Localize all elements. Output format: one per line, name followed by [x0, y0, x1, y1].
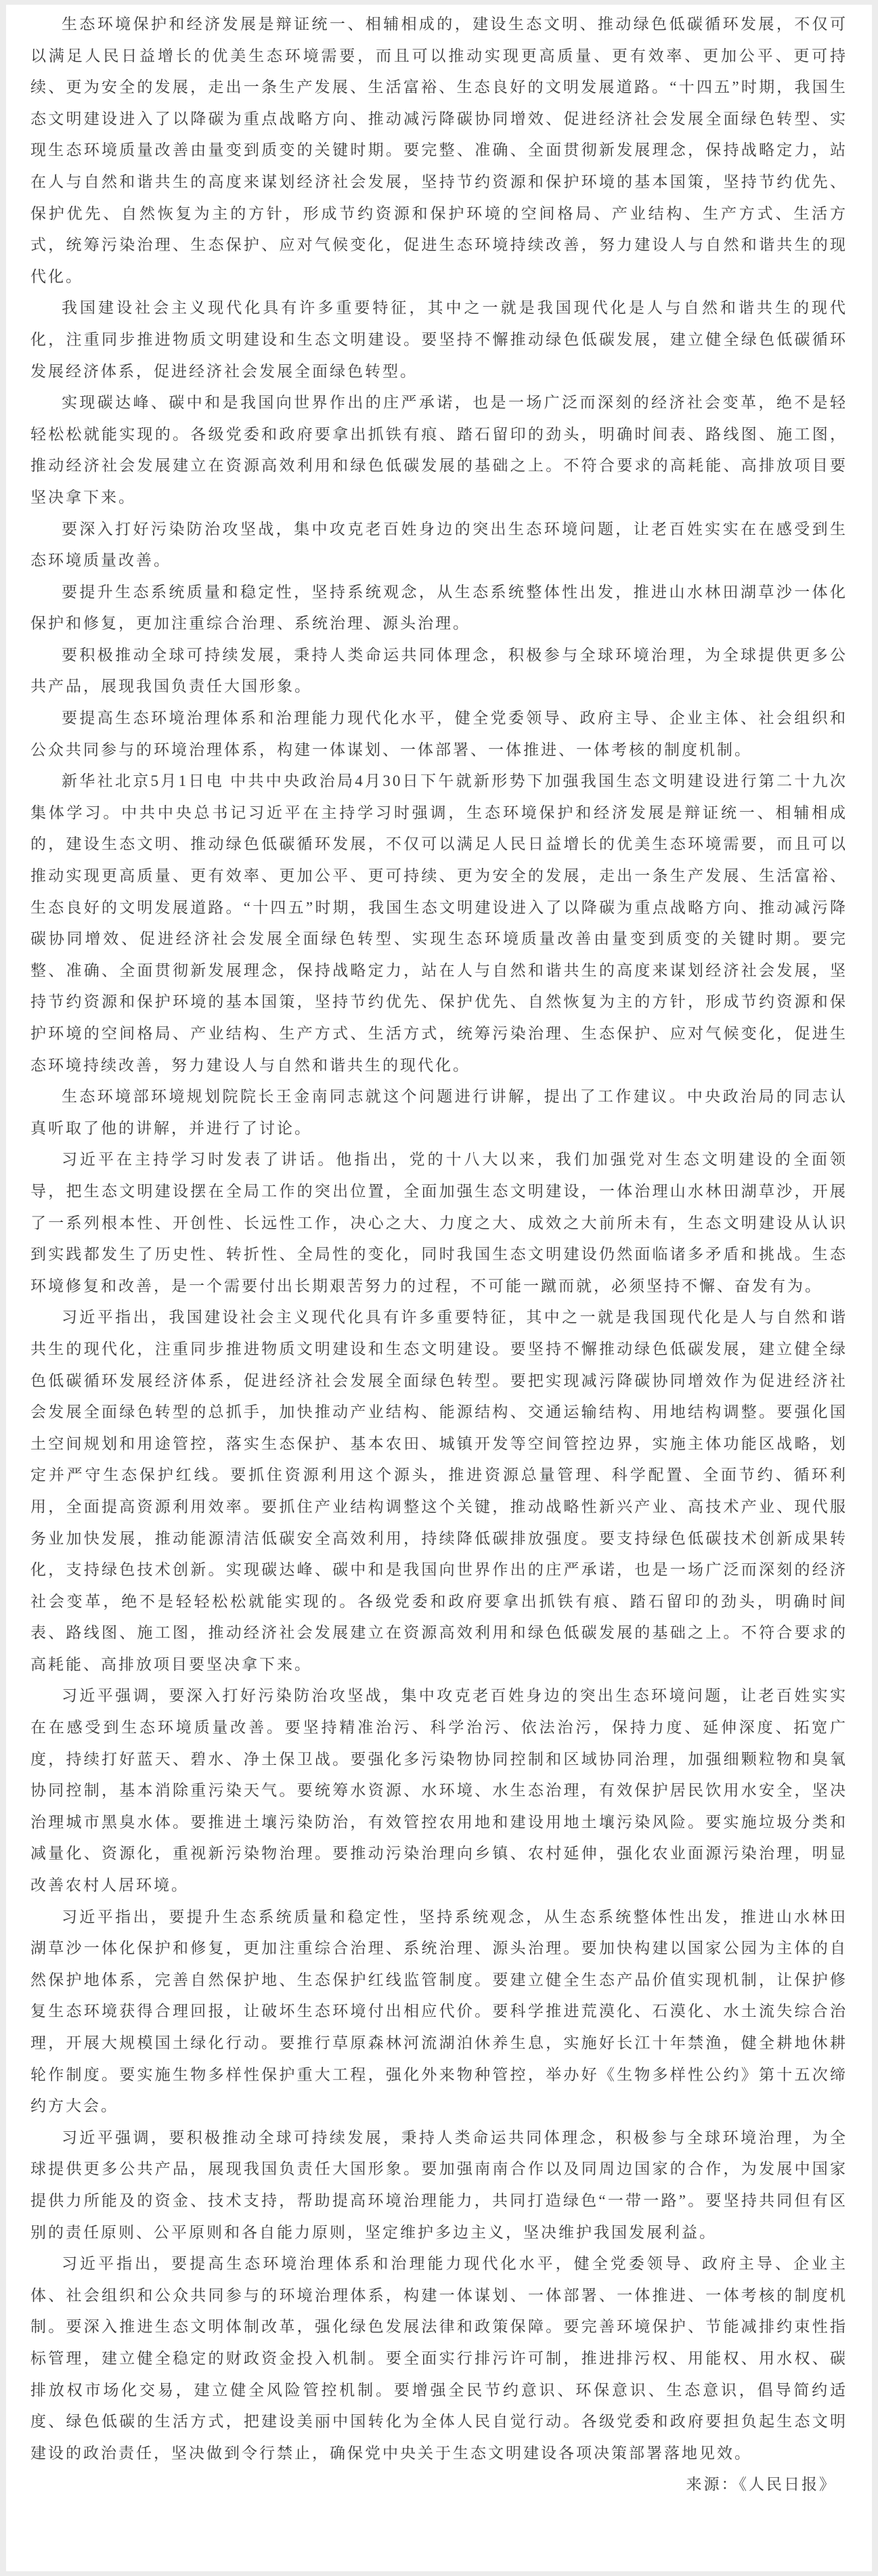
paragraph: 习近平强调，要积极推动全球可持续发展，秉持人类命运共同体理念，积极参与全球环境治理，为全球提供更多公共产品，展现我国负责任大国形象。要加强南南合作以及同周边国家的合作，为发展中国家提供力所能及的资金、技术支持，帮助提高环境治理能力，共同打造绿色“一带一路”。要坚持共同但有区别的责任原则、公平原则和各自能力原则，坚定维护多边主义，坚决维护我国发展利益。 [30, 2129, 848, 2241]
paragraph: 习近平强调，要深入打好污染防治攻坚战，集中攻克老百姓身边的突出生态环境问题，让老百姓实实在在感受到生态环境质量改善。要坚持精准治污、科学治污、依法治污，保持力度、延伸深度、拓宽广度，持续打好蓝天、碧水、净土保卫战。要强化多污染物协同控制和区域协同治理，加强细颗粒物和臭氧协同控制，基本消除重污染天气。要统筹水资源、水环境、水生态治理，有效保护居民饮用水安全，坚决治理城市黑臭水体。要推进土壤污染防治，有效管控农用地和建设用地土壤污染风险。要实施垃圾分类和减量化、资源化，重视新污染物治理。要推动污染治理向乡镇、农村延伸，强化农业面源污染治理，明显改善农村人居环境。 [30, 1687, 848, 1894]
paragraph: 要积极推动全球可持续发展，秉持人类命运共同体理念，积极参与全球环境治理，为全球提供更多公共产品，展现我国负责任大国形象。 [30, 646, 848, 695]
source-attribution: 来源：《人民日报》 [686, 2476, 837, 2493]
paragraph: 要提升生态系统质量和稳定性，坚持系统观念，从生态系统整体性出发，推进山水林田湖草沙一体化保护和修复，更加注重综合治理、系统治理、源头治理。 [30, 583, 848, 632]
paragraph: 习近平在主持学习时发表了讲话。他指出，党的十八大以来，我们加强党对生态文明建设的全面领导，把生态文明建设摆在全局工作的突出位置，全面加强生态文明建设，一体治理山水林田湖草沙，开展了一系列根本性、开创性、长远性工作，决心之大、力度之大、成效之大前所未有，生态文明建设从认识到实践都发生了历史性、转折性、全局性的变化，同时我国生态文明建设仍然面临诸多矛盾和挑战。生态环境修复和改善，是一个需要付出长期艰苦努力的过程，不可能一蹴而就，必须坚持不懈、奋发有为。 [30, 1151, 848, 1294]
paragraph: 我国建设社会主义现代化具有许多重要特征，其中之一就是我国现代化是人与自然和谐共生的现代化，注重同步推进物质文明建设和生态文明建设。要坚持不懈推动绿色低碳发展，建立健全绿色低碳循环发展经济体系，促进经济社会发展全面绿色转型。 [30, 299, 848, 380]
paragraph: 习近平指出，我国建设社会主义现代化具有许多重要特征，其中之一就是我国现代化是人与自然和谐共生的现代化，注重同步推进物质文明建设和生态文明建设。要坚持不懈推动绿色低碳发展，建立健全绿色低碳循环发展经济体系，促进经济社会发展全面绿色转型。要把实现减污降碳协同增效作为促进经济社会发展全面绿色转型的总抓手，加快推动产业结构、能源结构、交通运输结构、用地结构调整。要强化国土空间规划和用途管控，落实生态保护、基本农田、城镇开发等空间管控边界，实施主体功能区战略，划定并严守生态保护红线。要抓住资源利用这个源头，推进资源总量管理、科学配置、全面节约、循环利用，全面提高资源利用效率。要抓住产业结构调整这个关键，推动战略性新兴产业、高技术产业、现代服务业加快发展，推动能源清洁低碳安全高效利用，持续降低碳排放强度。要支持绿色低碳技术创新成果转化，支持绿色技术创新。实现碳达峰、碳中和是我国向世界作出的庄严承诺，也是一场广泛而深刻的经济社会变革，绝不是轻轻松松就能实现的。各级党委和政府要拿出抓铁有痕、踏石留印的劲头，明确时间表、路线图、施工图，推动经济社会发展建立在资源高效利用和绿色低碳发展的基础之上。不符合要求的高耗能、高排放项目要坚决拿下来。 [30, 1309, 848, 1673]
paragraph: 习近平指出，要提高生态环境治理体系和治理能力现代化水平，健全党委领导、政府主导、企业主体、社会组织和公众共同参与的环境治理体系，构建一体谋划、一体部署、一体推进、一体考核的制度机制。要深入推进生态文明体制改革，强化绿色发展法律和政策保障。要完善环境保护、节能减排约束性指标管理，建立健全稳定的财政资金投入机制。要全面实行排污许可制，推进排污权、用能权、用水权、碳排放权市场化交易，建立健全风险管控机制。要增强全民节约意识、环保意识、生态意识，倡导简约适度、绿色低碳的生活方式，把建设美丽中国转化为全体人民自觉行动。各级党委和政府要担负起生态文明建设的政治责任，坚决做到令行禁止，确保党中央关于生态文明建设各项决策部署落地见效。 [30, 2255, 848, 2462]
paragraph: 要提高生态环境治理体系和治理能力现代化水平，健全党委领导、政府主导、企业主体、社会组织和公众共同参与的环境治理体系，构建一体谋划、一体部署、一体推进、一体考核的制度机制。 [30, 710, 848, 758]
paragraph: 要深入打好污染防治攻坚战，集中攻克老百姓身边的突出生态环境问题，让老百姓实实在在感受到生态环境质量改善。 [30, 520, 848, 569]
paragraph: 实现碳达峰、碳中和是我国向世界作出的庄严承诺，也是一场广泛而深刻的经济社会变革，绝不是轻轻松松就能实现的。各级党委和政府要拿出抓铁有痕、踏石留印的劲头，明确时间表、路线图、施工图，推动经济社会发展建立在资源高效利用和绿色低碳发展的基础之上。不符合要求的高耗能、高排放项目要坚决拿下来。 [30, 394, 848, 506]
paragraph: 生态环境部环境规划院院长王金南同志就这个问题进行讲解，提出了工作建议。中央政治局的同志认真听取了他的讲解，并进行了讨论。 [30, 1088, 848, 1137]
article-body [6, 5, 872, 2469]
document-page [6, 5, 872, 2571]
paragraph: 新华社北京5月1日电 中共中央政治局4月30日下午就新形势下加强我国生态文明建设进行第二十九次集体学习。中共中央总书记习近平在主持学习时强调，生态环境保护和经济发展是辩证统一、相辅相成的，建设生态文明、推动绿色低碳循环发展，不仅可以满足人民日益增长的优美生态环境需要，而且可以推动实现更高质量、更有效率、更加公平、更可持续、更为安全的发展，走出一条生产发展、生活富裕、生态良好的文明发展道路。“十四五”时期，我国生态文明建设进入了以降碳为重点战略方向、推动减污降碳协同增效、促进经济社会发展全面绿色转型、实现生态环境质量改善由量变到质变的关键时期。要完整、准确、全面贯彻新发展理念，保持战略定力，站在人与自然和谐共生的高度来谋划经济社会发展，坚持节约资源和保护环境的基本国策，坚持节约优先、保护优先、自然恢复为主的方针，形成节约资源和保护环境的空间格局、产业结构、生产方式、生活方式，统筹污染治理、生态保护、应对气候变化，促进生态环境持续改善，努力建设人与自然和谐共生的现代化。 [30, 772, 848, 1074]
paragraph: 习近平指出，要提升生态系统质量和稳定性，坚持系统观念，从生态系统整体性出发，推进山水林田湖草沙一体化保护和修复，更加注重综合治理、系统治理、源头治理。要加快构建以国家公园为主体的自然保护地体系，完善自然保护地、生态保护红线监管制度。要建立健全生态产品价值实现机制，让保护修复生态环境获得合理回报，让破坏生态环境付出相应代价。要科学推进荒漠化、石漠化、水土流失综合治理，开展大规模国土绿化行动。要推行草原森林河流湖泊休养生息，实施好长江十年禁渔，健全耕地休耕轮作制度。要实施生物多样性保护重大工程，强化外来物种管控，举办好《生物多样性公约》第十五次缔约方大会。 [30, 1908, 848, 2115]
paragraph: 生态环境保护和经济发展是辩证统一、相辅相成的，建设生态文明、推动绿色低碳循环发展，不仅可以满足人民日益增长的优美生态环境需要，而且可以推动实现更高质量、更有效率、更加公平、更可持续、更为安全的发展，走出一条生产发展、生活富裕、生态良好的文明发展道路。“十四五”时期，我国生态文明建设进入了以降碳为重点战略方向、推动减污降碳协同增效、促进经济社会发展全面绿色转型、实现生态环境质量改善由量变到质变的关键时期。要完整、准确、全面贯彻新发展理念，保持战略定力，站在人与自然和谐共生的高度来谋划经济社会发展，坚持节约资源和保护环境的基本国策，坚持节约优先、保护优先、自然恢复为主的方针，形成节约资源和保护环境的空间格局、产业结构、生产方式、生活方式，统筹污染治理、生态保护、应对气候变化，促进生态环境持续改善，努力建设人与自然和谐共生的现代化。 [30, 16, 848, 285]
